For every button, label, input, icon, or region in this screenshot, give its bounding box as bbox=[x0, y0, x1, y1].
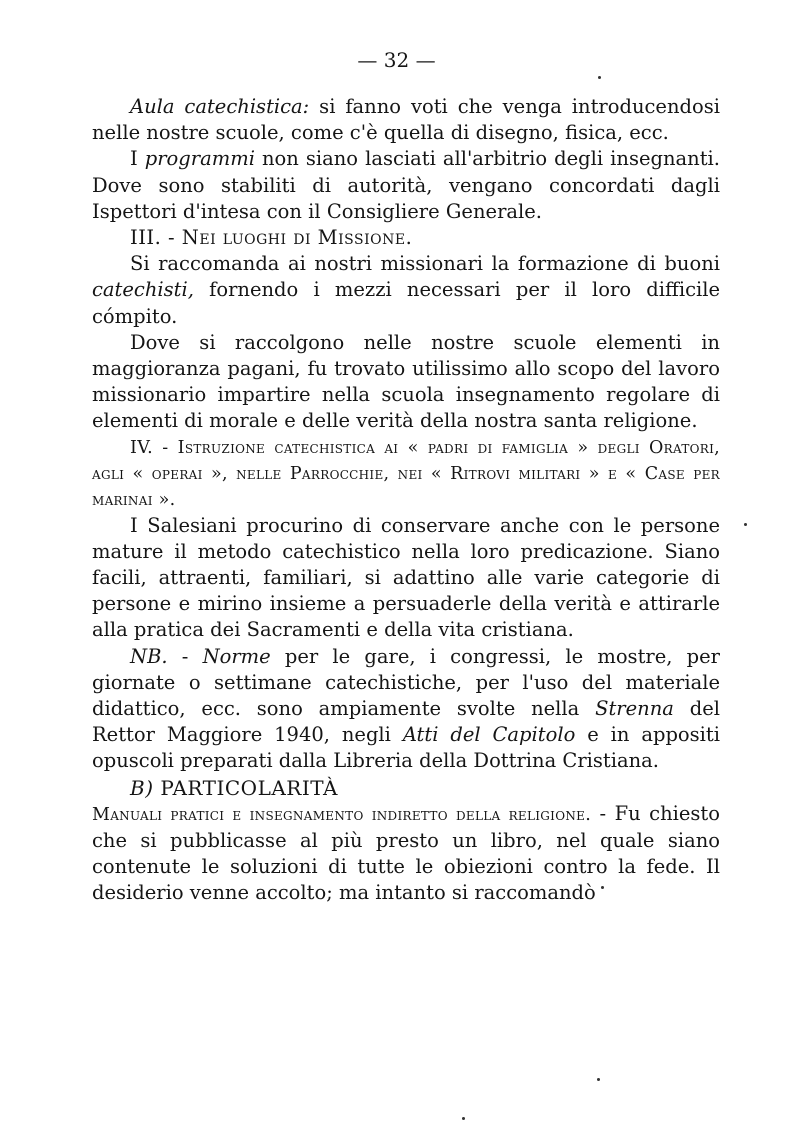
paragraph-text: e in appositi opuscoli preparati dalla Libreria della Dottrina Cristiana. bbox=[92, 723, 720, 773]
paragraph-programmi bbox=[92, 146, 720, 225]
paragraph-text: - bbox=[167, 644, 203, 668]
italic-term: programmi bbox=[144, 147, 255, 171]
paragraph-nb-norme bbox=[92, 644, 720, 775]
italic-term: Norme bbox=[202, 644, 271, 668]
italic-term: B) bbox=[130, 775, 154, 800]
paragraph-text: si fanno voti che venga introducendosi nelle nostre scuole, come c'è quella di disegno, fisica, ecc. bbox=[92, 95, 720, 145]
paragraph-text: per le gare, i congressi, le mostre, per giornate o settimane catechistiche, per l'uso del materiale didattico, ecc. sono ampiamente svolte nella bbox=[92, 644, 720, 721]
print-speck bbox=[601, 886, 604, 889]
paragraph-manuali bbox=[92, 801, 720, 907]
paragraph-catechisti bbox=[92, 251, 720, 330]
paragraph-text: fornendo i mezzi necessari per il loro difficile cómpito. bbox=[92, 278, 720, 328]
section-heading-istruzione: IV. - Istruzione catechistica ai « padri di famiglia » degli Oratori, agli « operai », nelle Parrocchie, nei « Ritrovi militari » e « Case per marinai ». bbox=[92, 437, 720, 510]
page-body bbox=[92, 94, 720, 907]
paragraph-text: non siano lasciati all'arbitrio degli insegnanti. Dove sono stabiliti di autorità, vengano concordati dagli Ispettori d'intesa con il Consigliere Generale. bbox=[92, 147, 720, 223]
italic-term: catechisti, bbox=[92, 278, 194, 302]
print-speck bbox=[598, 76, 601, 79]
paragraph-text: I bbox=[130, 147, 145, 171]
small-caps-lead: Manuali pratici e insegnamento indiretto della religione. bbox=[92, 804, 592, 825]
italic-term: Strenna bbox=[595, 697, 674, 721]
paragraph-aula-catechistica bbox=[92, 94, 720, 146]
italic-term: Atti del Capitolo bbox=[402, 723, 576, 747]
paragraph-text: Si raccomanda ai nostri missionari la formazione di buoni bbox=[130, 252, 720, 276]
section-heading-missione: III. - Nei luoghi di Missione. bbox=[130, 226, 413, 250]
page-number: — 32 — bbox=[357, 48, 436, 72]
paragraph-salesiani: I Salesiani procurino di conservare anche con le persone mature il metodo catechistico nella loro predicazione. Siano facili, attraenti, familiari, si adattino alle varie categorie di persone e mirino insieme a persuaderle della verità e attirarle alla pratica dei Sacramenti e della vita cristiana. bbox=[92, 513, 720, 642]
print-speck bbox=[744, 523, 747, 526]
print-speck bbox=[597, 1078, 600, 1081]
paragraph-pagani: Dove si raccolgono nelle nostre scuole elementi in maggioranza pagani, fu trovato utilissimo allo scopo del lavoro missionario impartire nella scuola insegnamento regolare di elementi di morale e delle verità della nostra santa religione. bbox=[92, 330, 720, 433]
paragraph-text: del Rettor Maggiore 1940, negli bbox=[92, 697, 720, 747]
italic-term: Aula catechistica: bbox=[130, 95, 310, 118]
print-speck bbox=[462, 1117, 465, 1120]
paragraph-text: - Fu chiesto che si pubblicasse al più presto un libro, nel quale siano contenute le soluzioni di tutte le obiezioni contro la fede. Il desiderio venne accolto; ma intanto si raccomandò bbox=[92, 801, 720, 905]
italic-term: NB. bbox=[130, 644, 168, 668]
section-heading-particolarita bbox=[92, 775, 720, 801]
heading-text: PARTICOLARITÀ bbox=[153, 775, 338, 800]
